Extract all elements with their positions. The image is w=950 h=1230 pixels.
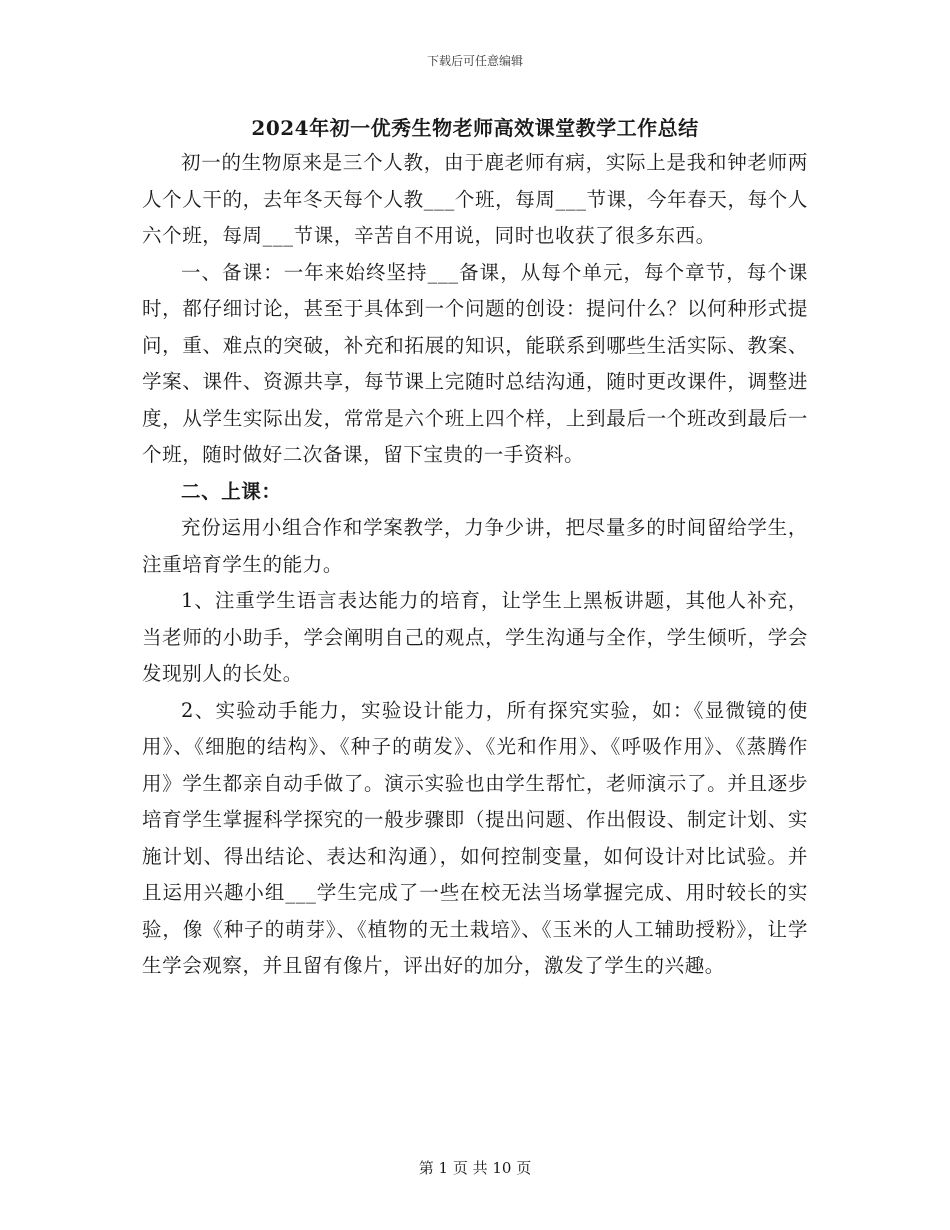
paragraph-language-ability: 1、注重学生语言表达能力的培育，让学生上黑板讲题，其他人补充，当老师的小助手，学会阐明自己的观点，学生沟通与全作，学生倾听，学会发现别人的长处。 xyxy=(142,589,808,685)
document-body xyxy=(142,145,808,985)
paragraph-lesson-prep: 一、备课：一年来始终坚持___备课，从每个单元，每个章节，每个课时，都仔细讨论，甚至于具体到一个问题的创设：提问什么？以何种形式提问，重、难点的突破，补充和拓展的知识，能联系到哪些生活实际、教案、学案、课件、资源共享，每节课上完随时总结沟通，随时更改课件，调整进度，从学生实际出发，常常是六个班上四个样，上到最后一个班改到最后一个班，随时做好二次备课，留下宝贵的一手资料。 xyxy=(142,260,808,466)
page-number: 第 1 页 共 10 页 xyxy=(418,1159,532,1177)
paragraph-experiment-ability: 2、实验动手能力，实验设计能力，所有探究实验，如：《显微镜的使用》、《细胞的结构》、《种子的萌发》、《光和作用》、《呼吸作用》、《蒸腾作用》学生都亲自动手做了。演示实验也由学生帮忙，老师演示了。并且逐步培育学生掌握科学探究的一般步骤即（提出问题、作出假设、制定计划、实施计划、得出结论、表达和沟通），如何控制变量，如何设计对比试验。并且运用兴趣小组___学生完成了一些在校无法当场掌握完成、用时较长的实验，像《种子的萌芽》、《植物的无土栽培》、《玉米的人工辅助授粉》，让学生学会观察，并且留有像片，评出好的加分，激发了学生的兴趣。 xyxy=(142,698,808,977)
section-heading-class: 二、上课： xyxy=(181,479,282,503)
document-title: 2024年初一优秀生物老师高效课堂教学工作总结 xyxy=(251,116,699,140)
header-note: 下载后可任意编辑 xyxy=(426,54,523,68)
paragraph-group-teaching: 充份运用小组合作和学案教学，力争少讲，把尽量多的时间留给学生，注重培育学生的能力。 xyxy=(142,516,808,576)
paragraph-intro: 初一的生物原来是三个人教，由于鹿老师有病，实际上是我和钟老师两人个人干的，去年冬天每个人教___个班，每周___节课，今年春天，每个人六个班，每周___节课，辛苦自不用说，同时也收获了很多东西。 xyxy=(142,151,808,247)
